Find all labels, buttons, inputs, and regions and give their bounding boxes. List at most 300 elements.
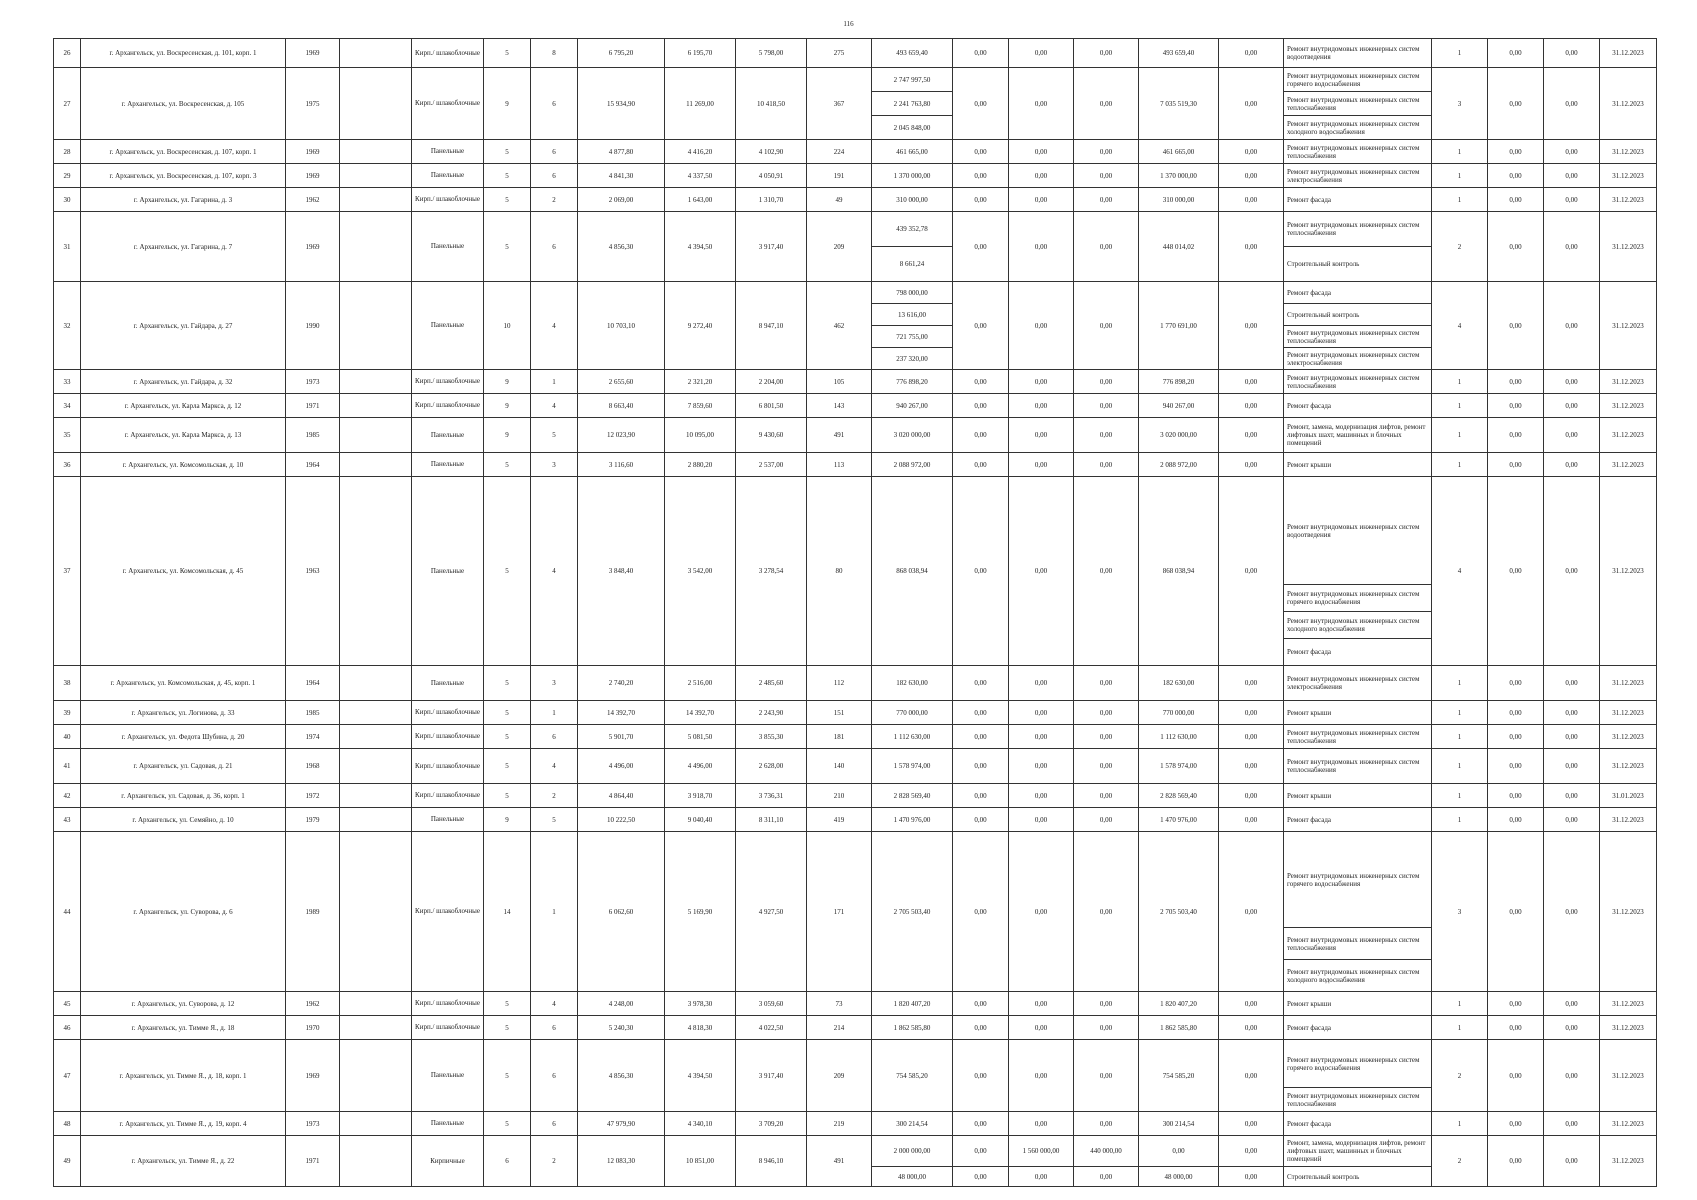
work-type-cell: Ремонт внутридомовых инженерных систем водоотведения xyxy=(1284,39,1432,68)
deadline-cell: 31.12.2023 xyxy=(1600,477,1657,666)
funding-other-cell: 0,00 xyxy=(1219,832,1284,992)
work-count-cell: 2 xyxy=(1432,212,1488,282)
cost-cell: 48 000,00 xyxy=(872,1167,953,1187)
table-row xyxy=(54,188,1657,212)
total-area-cell: 12 023,90 xyxy=(578,418,665,453)
residents-cell: 209 xyxy=(807,212,872,282)
funding-fund-cell: 0,00 xyxy=(953,477,1009,666)
funding-owners-cell: 2 705 503,40 xyxy=(1139,832,1219,992)
deadline-cell: 31.12.2023 xyxy=(1600,394,1657,418)
cost-cell: 2 747 997,50 xyxy=(872,68,953,92)
deadline-cell: 31.12.2023 xyxy=(1600,188,1657,212)
row-number: 44 xyxy=(54,832,81,992)
living-area-cell: 3 736,31 xyxy=(736,784,807,808)
work-count-cell: 3 xyxy=(1432,832,1488,992)
table-row xyxy=(54,701,1657,725)
max-cost-cell: 0,00 xyxy=(1544,477,1600,666)
living-area-cell: 3 059,60 xyxy=(736,992,807,1016)
funding-other-cell: 0,00 xyxy=(1219,453,1284,477)
funding-region-cell: 0,00 xyxy=(1009,725,1074,749)
max-cost-cell: 0,00 xyxy=(1544,992,1600,1016)
living-area-cell: 9 430,60 xyxy=(736,418,807,453)
residents-cell: 210 xyxy=(807,784,872,808)
max-cost-cell: 0,00 xyxy=(1544,418,1600,453)
funding-local-cell: 0,00 xyxy=(1074,832,1139,992)
funding-local-cell: 0,00 xyxy=(1074,212,1139,282)
funding-owners-cell: 493 659,40 xyxy=(1139,39,1219,68)
funding-local-cell: 0,00 xyxy=(1074,1040,1139,1112)
work-count-cell: 1 xyxy=(1432,370,1488,394)
work-type-cell: Строительный контроль xyxy=(1284,247,1432,282)
entrances-cell: 3 xyxy=(531,453,578,477)
entrances-cell: 4 xyxy=(531,282,578,370)
row-number: 48 xyxy=(54,1112,81,1136)
wall-material-cell: Кирп./ шлакоблочные xyxy=(412,725,484,749)
address-cell: г. Архангельск, ул. Воскресенская, д. 107, корп. 1 xyxy=(81,140,286,164)
max-cost-cell: 0,00 xyxy=(1544,370,1600,394)
funding-other-cell: 0,00 xyxy=(1219,1016,1284,1040)
work-type-cell: Ремонт, замена, модернизация лифтов, ремонт лифтовых шахт, машинных и блочных помещений xyxy=(1284,1136,1432,1167)
specific-cost-cell: 0,00 xyxy=(1488,370,1544,394)
funding-region-cell: 0,00 xyxy=(1009,701,1074,725)
floors-cell: 5 xyxy=(484,701,531,725)
premises-area-cell: 4 394,50 xyxy=(665,212,736,282)
table-row xyxy=(54,477,1657,585)
address-cell: г. Архангельск, ул. Гагарина, д. 7 xyxy=(81,212,286,282)
total-area-cell: 4 248,00 xyxy=(578,992,665,1016)
premises-area-cell: 10 095,00 xyxy=(665,418,736,453)
funding-local-cell: 0,00 xyxy=(1074,370,1139,394)
address-cell: г. Архангельск, ул. Логинова, д. 33 xyxy=(81,701,286,725)
year-cell: 1973 xyxy=(286,370,340,394)
floors-cell: 5 xyxy=(484,477,531,666)
premises-area-cell: 4 394,50 xyxy=(665,1040,736,1112)
residents-cell: 113 xyxy=(807,453,872,477)
empty-cell xyxy=(340,188,412,212)
funding-region-cell: 0,00 xyxy=(1009,370,1074,394)
work-count-cell: 1 xyxy=(1432,394,1488,418)
address-cell: г. Архангельск, ул. Семяйно, д. 10 xyxy=(81,808,286,832)
year-cell: 1964 xyxy=(286,453,340,477)
address-cell: г. Архангельск, ул. Тимме Я., д. 18 xyxy=(81,1016,286,1040)
funding-local-cell: 0,00 xyxy=(1074,140,1139,164)
premises-area-cell: 10 851,00 xyxy=(665,1136,736,1187)
work-type-cell: Ремонт внутридомовых инженерных систем горячего водоснабжения xyxy=(1284,832,1432,928)
funding-fund-cell: 0,00 xyxy=(953,1112,1009,1136)
funding-region-cell: 0,00 xyxy=(1009,188,1074,212)
deadline-cell: 31.12.2023 xyxy=(1600,725,1657,749)
year-cell: 1962 xyxy=(286,188,340,212)
funding-local-cell: 0,00 xyxy=(1074,992,1139,1016)
specific-cost-cell: 0,00 xyxy=(1488,725,1544,749)
table-row xyxy=(54,666,1657,701)
specific-cost-cell: 0,00 xyxy=(1488,418,1544,453)
floors-cell: 6 xyxy=(484,1136,531,1187)
funding-owners-cell: 770 000,00 xyxy=(1139,701,1219,725)
specific-cost-cell: 0,00 xyxy=(1488,477,1544,666)
funding-other-cell: 0,00 xyxy=(1219,666,1284,701)
wall-material-cell: Панельные xyxy=(412,164,484,188)
funding-region-cell: 0,00 xyxy=(1009,1040,1074,1112)
cost-cell: 1 820 407,20 xyxy=(872,992,953,1016)
empty-cell xyxy=(340,164,412,188)
total-area-cell: 5 240,30 xyxy=(578,1016,665,1040)
year-cell: 1964 xyxy=(286,666,340,701)
funding-cell: 0,00 xyxy=(1009,1167,1074,1187)
entrances-cell: 2 xyxy=(531,188,578,212)
work-count-cell: 1 xyxy=(1432,749,1488,784)
specific-cost-cell: 0,00 xyxy=(1488,1136,1544,1187)
work-type-cell: Ремонт внутридомовых инженерных систем теплоснабжения xyxy=(1284,1088,1432,1112)
funding-fund-cell: 0,00 xyxy=(953,39,1009,68)
work-type-cell: Ремонт внутридомовых инженерных систем холодного водоснабжения xyxy=(1284,960,1432,992)
cost-cell: 776 898,20 xyxy=(872,370,953,394)
floors-cell: 5 xyxy=(484,140,531,164)
funding-owners-cell: 2 088 972,00 xyxy=(1139,453,1219,477)
row-number: 46 xyxy=(54,1016,81,1040)
funding-local-cell: 0,00 xyxy=(1074,1016,1139,1040)
work-type-cell: Ремонт внутридомовых инженерных систем теплоснабжения xyxy=(1284,370,1432,394)
funding-other-cell: 0,00 xyxy=(1219,68,1284,140)
living-area-cell: 2 243,90 xyxy=(736,701,807,725)
max-cost-cell: 0,00 xyxy=(1544,282,1600,370)
work-type-cell: Ремонт фасада xyxy=(1284,188,1432,212)
max-cost-cell: 0,00 xyxy=(1544,1016,1600,1040)
row-number: 35 xyxy=(54,418,81,453)
premises-area-cell: 1 643,00 xyxy=(665,188,736,212)
row-number: 38 xyxy=(54,666,81,701)
funding-fund-cell: 0,00 xyxy=(953,188,1009,212)
total-area-cell: 4 856,30 xyxy=(578,1040,665,1112)
funding-other-cell: 0,00 xyxy=(1219,784,1284,808)
row-number: 41 xyxy=(54,749,81,784)
funding-other-cell: 0,00 xyxy=(1219,477,1284,666)
table-row xyxy=(54,1136,1657,1167)
floors-cell: 9 xyxy=(484,370,531,394)
specific-cost-cell: 0,00 xyxy=(1488,1112,1544,1136)
funding-other-cell: 0,00 xyxy=(1219,212,1284,282)
specific-cost-cell: 0,00 xyxy=(1488,784,1544,808)
funding-fund-cell: 0,00 xyxy=(953,164,1009,188)
empty-cell xyxy=(340,992,412,1016)
max-cost-cell: 0,00 xyxy=(1544,394,1600,418)
floors-cell: 5 xyxy=(484,39,531,68)
funding-region-cell: 0,00 xyxy=(1009,992,1074,1016)
funding-owners-cell: 1 820 407,20 xyxy=(1139,992,1219,1016)
table-row xyxy=(54,725,1657,749)
residents-cell: 112 xyxy=(807,666,872,701)
living-area-cell: 4 927,50 xyxy=(736,832,807,992)
table-row xyxy=(54,68,1657,92)
max-cost-cell: 0,00 xyxy=(1544,808,1600,832)
max-cost-cell: 0,00 xyxy=(1544,784,1600,808)
living-area-cell: 10 418,50 xyxy=(736,68,807,140)
row-number: 30 xyxy=(54,188,81,212)
funding-cell: 48 000,00 xyxy=(1139,1167,1219,1187)
funding-region-cell: 0,00 xyxy=(1009,784,1074,808)
table-row xyxy=(54,832,1657,928)
row-number: 49 xyxy=(54,1136,81,1187)
floors-cell: 5 xyxy=(484,453,531,477)
premises-area-cell: 4 818,30 xyxy=(665,1016,736,1040)
page-number: 116 xyxy=(843,20,854,28)
deadline-cell: 31.12.2023 xyxy=(1600,140,1657,164)
max-cost-cell: 0,00 xyxy=(1544,39,1600,68)
total-area-cell: 10 703,10 xyxy=(578,282,665,370)
floors-cell: 9 xyxy=(484,394,531,418)
specific-cost-cell: 0,00 xyxy=(1488,808,1544,832)
floors-cell: 5 xyxy=(484,1016,531,1040)
table-row xyxy=(54,784,1657,808)
funding-owners-cell: 940 267,00 xyxy=(1139,394,1219,418)
work-type-cell: Строительный контроль xyxy=(1284,304,1432,326)
funding-region-cell: 0,00 xyxy=(1009,808,1074,832)
max-cost-cell: 0,00 xyxy=(1544,1112,1600,1136)
total-area-cell: 4 496,00 xyxy=(578,749,665,784)
deadline-cell: 31.12.2023 xyxy=(1600,68,1657,140)
row-number: 28 xyxy=(54,140,81,164)
funding-fund-cell: 0,00 xyxy=(953,370,1009,394)
cost-cell: 721 755,00 xyxy=(872,326,953,348)
total-area-cell: 2 069,00 xyxy=(578,188,665,212)
deadline-cell: 31.12.2023 xyxy=(1600,666,1657,701)
funding-owners-cell: 310 000,00 xyxy=(1139,188,1219,212)
table-row xyxy=(54,140,1657,164)
floors-cell: 5 xyxy=(484,188,531,212)
living-area-cell: 5 798,00 xyxy=(736,39,807,68)
funding-fund-cell: 0,00 xyxy=(953,992,1009,1016)
work-count-cell: 1 xyxy=(1432,418,1488,453)
residents-cell: 140 xyxy=(807,749,872,784)
residents-cell: 209 xyxy=(807,1040,872,1112)
deadline-cell: 31.01.2023 xyxy=(1600,784,1657,808)
row-number: 32 xyxy=(54,282,81,370)
work-type-cell: Ремонт внутридомовых инженерных систем водоотведения xyxy=(1284,477,1432,585)
total-area-cell: 4 856,30 xyxy=(578,212,665,282)
premises-area-cell: 9 040,40 xyxy=(665,808,736,832)
funding-other-cell: 0,00 xyxy=(1219,418,1284,453)
funding-local-cell: 0,00 xyxy=(1074,394,1139,418)
work-count-cell: 1 xyxy=(1432,164,1488,188)
funding-local-cell: 0,00 xyxy=(1074,1112,1139,1136)
entrances-cell: 8 xyxy=(531,39,578,68)
wall-material-cell: Панельные xyxy=(412,212,484,282)
year-cell: 1970 xyxy=(286,1016,340,1040)
work-type-cell: Ремонт внутридомовых инженерных систем теплоснабжения xyxy=(1284,749,1432,784)
year-cell: 1971 xyxy=(286,394,340,418)
specific-cost-cell: 0,00 xyxy=(1488,701,1544,725)
funding-other-cell: 0,00 xyxy=(1219,370,1284,394)
funding-region-cell: 0,00 xyxy=(1009,282,1074,370)
table-row xyxy=(54,1112,1657,1136)
residents-cell: 219 xyxy=(807,1112,872,1136)
year-cell: 1972 xyxy=(286,784,340,808)
cost-cell: 770 000,00 xyxy=(872,701,953,725)
work-count-cell: 4 xyxy=(1432,477,1488,666)
address-cell: г. Архангельск, ул. Комсомольская, д. 10 xyxy=(81,453,286,477)
entrances-cell: 6 xyxy=(531,1112,578,1136)
wall-material-cell: Панельные xyxy=(412,808,484,832)
year-cell: 1973 xyxy=(286,1112,340,1136)
address-cell: г. Архангельск, ул. Федота Шубина, д. 20 xyxy=(81,725,286,749)
wall-material-cell: Панельные xyxy=(412,666,484,701)
entrances-cell: 1 xyxy=(531,701,578,725)
funding-local-cell: 0,00 xyxy=(1074,749,1139,784)
specific-cost-cell: 0,00 xyxy=(1488,68,1544,140)
premises-area-cell: 14 392,70 xyxy=(665,701,736,725)
work-type-cell: Ремонт внутридомовых инженерных систем теплоснабжения xyxy=(1284,212,1432,247)
entrances-cell: 6 xyxy=(531,68,578,140)
specific-cost-cell: 0,00 xyxy=(1488,1016,1544,1040)
total-area-cell: 6 795,20 xyxy=(578,39,665,68)
funding-local-cell: 0,00 xyxy=(1074,68,1139,140)
funding-region-cell: 0,00 xyxy=(1009,140,1074,164)
row-number: 37 xyxy=(54,477,81,666)
work-count-cell: 1 xyxy=(1432,140,1488,164)
row-number: 39 xyxy=(54,701,81,725)
living-area-cell: 4 102,90 xyxy=(736,140,807,164)
living-area-cell: 2 537,00 xyxy=(736,453,807,477)
living-area-cell: 4 022,50 xyxy=(736,1016,807,1040)
empty-cell xyxy=(340,477,412,666)
work-type-cell: Ремонт внутридомовых инженерных систем холодного водоснабжения xyxy=(1284,612,1432,639)
table-row xyxy=(54,808,1657,832)
entrances-cell: 6 xyxy=(531,164,578,188)
work-type-cell: Ремонт, замена, модернизация лифтов, ремонт лифтовых шахт, машинных и блочных помещений xyxy=(1284,418,1432,453)
empty-cell xyxy=(340,370,412,394)
table-row xyxy=(54,1040,1657,1088)
work-type-cell: Ремонт внутридомовых инженерных систем теплоснабжения xyxy=(1284,326,1432,348)
cost-cell: 2 828 569,40 xyxy=(872,784,953,808)
address-cell: г. Архангельск, ул. Гагарина, д. 3 xyxy=(81,188,286,212)
residents-cell: 73 xyxy=(807,992,872,1016)
funding-fund-cell: 0,00 xyxy=(953,701,1009,725)
funding-owners-cell: 7 035 519,30 xyxy=(1139,68,1219,140)
empty-cell xyxy=(340,282,412,370)
max-cost-cell: 0,00 xyxy=(1544,68,1600,140)
residents-cell: 367 xyxy=(807,68,872,140)
specific-cost-cell: 0,00 xyxy=(1488,164,1544,188)
work-type-cell: Ремонт внутридомовых инженерных систем электроснабжения xyxy=(1284,666,1432,701)
empty-cell xyxy=(340,749,412,784)
residents-cell: 171 xyxy=(807,832,872,992)
funding-other-cell: 0,00 xyxy=(1219,725,1284,749)
specific-cost-cell: 0,00 xyxy=(1488,1040,1544,1112)
entrances-cell: 2 xyxy=(531,784,578,808)
work-type-cell: Ремонт крыши xyxy=(1284,701,1432,725)
specific-cost-cell: 0,00 xyxy=(1488,453,1544,477)
wall-material-cell: Кирп./ шлакоблочные xyxy=(412,992,484,1016)
year-cell: 1975 xyxy=(286,68,340,140)
funding-cell: 0,00 xyxy=(953,1136,1009,1167)
work-count-cell: 1 xyxy=(1432,701,1488,725)
row-number: 26 xyxy=(54,39,81,68)
empty-cell xyxy=(340,140,412,164)
premises-area-cell: 2 880,20 xyxy=(665,453,736,477)
row-number: 42 xyxy=(54,784,81,808)
funding-fund-cell: 0,00 xyxy=(953,394,1009,418)
year-cell: 1969 xyxy=(286,1040,340,1112)
total-area-cell: 14 392,70 xyxy=(578,701,665,725)
floors-cell: 5 xyxy=(484,749,531,784)
table-row xyxy=(54,370,1657,394)
year-cell: 1990 xyxy=(286,282,340,370)
max-cost-cell: 0,00 xyxy=(1544,188,1600,212)
funding-owners-cell: 868 038,94 xyxy=(1139,477,1219,666)
entrances-cell: 4 xyxy=(531,477,578,666)
work-type-cell: Строительный контроль xyxy=(1284,1167,1432,1187)
premises-area-cell: 6 195,70 xyxy=(665,39,736,68)
funding-other-cell: 0,00 xyxy=(1219,808,1284,832)
max-cost-cell: 0,00 xyxy=(1544,140,1600,164)
total-area-cell: 4 877,80 xyxy=(578,140,665,164)
work-type-cell: Ремонт фасада xyxy=(1284,1016,1432,1040)
empty-cell xyxy=(340,418,412,453)
funding-fund-cell: 0,00 xyxy=(953,725,1009,749)
residents-cell: 224 xyxy=(807,140,872,164)
cost-cell: 300 214,54 xyxy=(872,1112,953,1136)
cost-cell: 2 241 763,80 xyxy=(872,92,953,116)
funding-other-cell: 0,00 xyxy=(1219,701,1284,725)
empty-cell xyxy=(340,212,412,282)
funding-cell: 440 000,00 xyxy=(1074,1136,1139,1167)
specific-cost-cell: 0,00 xyxy=(1488,212,1544,282)
empty-cell xyxy=(340,784,412,808)
funding-cell: 0,00 xyxy=(1219,1167,1284,1187)
premises-area-cell: 3 542,00 xyxy=(665,477,736,666)
funding-fund-cell: 0,00 xyxy=(953,666,1009,701)
work-type-cell: Ремонт внутридомовых инженерных систем горячего водоснабжения xyxy=(1284,585,1432,612)
work-type-cell: Ремонт внутридомовых инженерных систем холодного водоснабжения xyxy=(1284,116,1432,140)
cost-cell: 798 000,00 xyxy=(872,282,953,304)
funding-fund-cell: 0,00 xyxy=(953,1016,1009,1040)
row-number: 27 xyxy=(54,68,81,140)
address-cell: г. Архангельск, ул. Тимме Я., д. 22 xyxy=(81,1136,286,1187)
deadline-cell: 31.12.2023 xyxy=(1600,453,1657,477)
row-number: 47 xyxy=(54,1040,81,1112)
wall-material-cell: Кирп./ шлакоблочные xyxy=(412,832,484,992)
cost-cell: 754 585,20 xyxy=(872,1040,953,1112)
deadline-cell: 31.12.2023 xyxy=(1600,1016,1657,1040)
funding-owners-cell: 1 578 974,00 xyxy=(1139,749,1219,784)
wall-material-cell: Панельные xyxy=(412,282,484,370)
table-row xyxy=(54,1016,1657,1040)
premises-area-cell: 7 859,60 xyxy=(665,394,736,418)
funding-owners-cell: 3 020 000,00 xyxy=(1139,418,1219,453)
entrances-cell: 6 xyxy=(531,212,578,282)
deadline-cell: 31.12.2023 xyxy=(1600,1040,1657,1112)
residents-cell: 462 xyxy=(807,282,872,370)
repair-register-table xyxy=(53,38,1657,1187)
funding-other-cell: 0,00 xyxy=(1219,188,1284,212)
wall-material-cell: Панельные xyxy=(412,1040,484,1112)
floors-cell: 5 xyxy=(484,666,531,701)
deadline-cell: 31.12.2023 xyxy=(1600,1112,1657,1136)
funding-other-cell: 0,00 xyxy=(1219,1112,1284,1136)
max-cost-cell: 0,00 xyxy=(1544,1136,1600,1187)
specific-cost-cell: 0,00 xyxy=(1488,992,1544,1016)
funding-fund-cell: 0,00 xyxy=(953,749,1009,784)
funding-owners-cell: 1 470 976,00 xyxy=(1139,808,1219,832)
funding-region-cell: 0,00 xyxy=(1009,164,1074,188)
deadline-cell: 31.12.2023 xyxy=(1600,370,1657,394)
funding-local-cell: 0,00 xyxy=(1074,39,1139,68)
year-cell: 1989 xyxy=(286,832,340,992)
wall-material-cell: Кирпичные xyxy=(412,1136,484,1187)
address-cell: г. Архангельск, ул. Гайдара, д. 32 xyxy=(81,370,286,394)
row-number: 34 xyxy=(54,394,81,418)
address-cell: г. Архангельск, ул. Гайдара, д. 27 xyxy=(81,282,286,370)
